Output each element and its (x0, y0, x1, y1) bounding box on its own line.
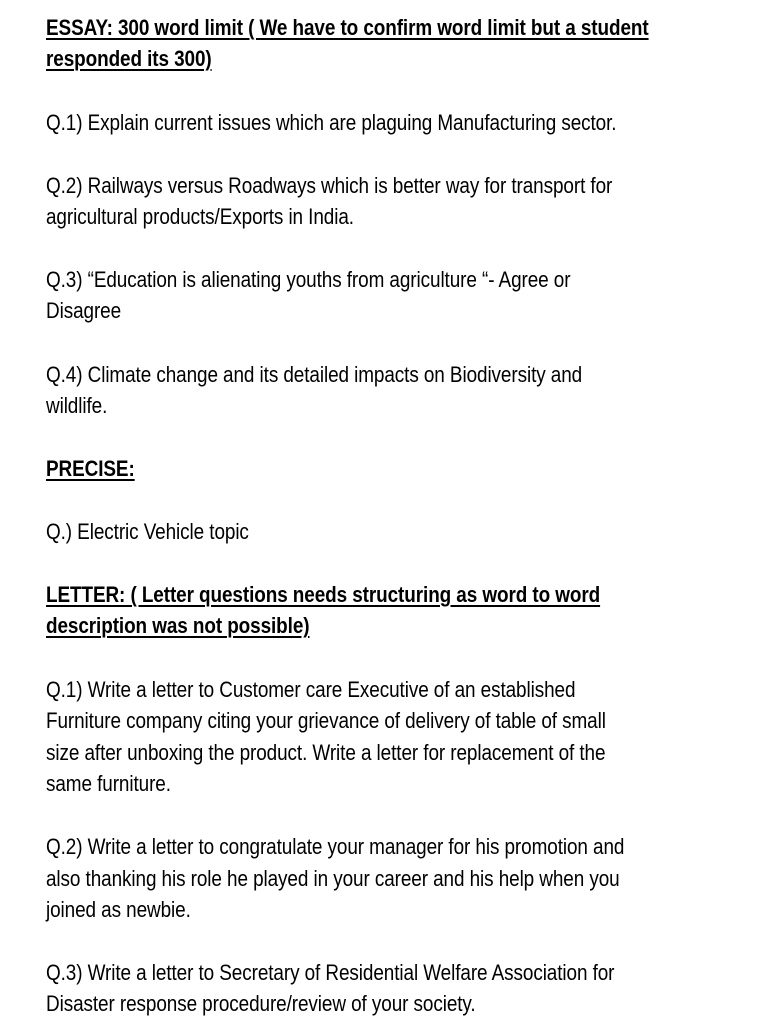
letter-question-2-line-2: also thanking his role he played in your career and his help when you (46, 866, 620, 891)
letter-question-2-line-1: Q.2) Write a letter to congratulate your manager for his promotion and (46, 834, 625, 859)
essay-question-2-line-1: Q.2) Railways versus Roadways which is better way for transport for (46, 173, 613, 198)
essay-question-4-line-1: Q.4) Climate change and its detailed impacts on Biodiversity and (46, 362, 583, 387)
letter-question-1-line-4: same furniture. (46, 771, 171, 796)
letter-question-1-line-1: Q.1) Write a letter to Customer care Executive of an established (46, 677, 576, 702)
essay-question-3-line-2: Disagree (46, 298, 122, 323)
letter-question-3-line-2: Disaster response procedure/review of your society. (46, 991, 476, 1016)
essay-heading-line-2: responded its 300) (46, 46, 212, 71)
letter-question-3-line-1: Q.3) Write a letter to Secretary of Residential Welfare Association for (46, 960, 615, 985)
letter-heading-line-1: LETTER: ( Letter questions needs structuring as word to word (46, 582, 601, 607)
precise-question: Q.) Electric Vehicle topic (46, 519, 249, 544)
precise-heading: PRECISE: (46, 456, 135, 481)
essay-heading-line-1: ESSAY: 300 word limit ( We have to confirm word limit but a student (46, 15, 649, 40)
letter-question-1-line-2: Furniture company citing your grievance of delivery of table of small (46, 708, 606, 733)
essay-question-2-line-2: agricultural products/Exports in India. (46, 204, 354, 229)
letter-question-2-line-3: joined as newbie. (46, 897, 191, 922)
letter-heading-line-2: description was not possible) (46, 613, 310, 638)
essay-question-4-line-2: wildlife. (46, 393, 108, 418)
letter-question-1-line-3: size after unboxing the product. Write a letter for replacement of the (46, 740, 606, 765)
essay-question-1-line-1: Q.1) Explain current issues which are plaguing Manufacturing sector. (46, 110, 617, 135)
essay-question-3-line-1: Q.3) “Education is alienating youths from agriculture “- Agree or (46, 267, 571, 292)
